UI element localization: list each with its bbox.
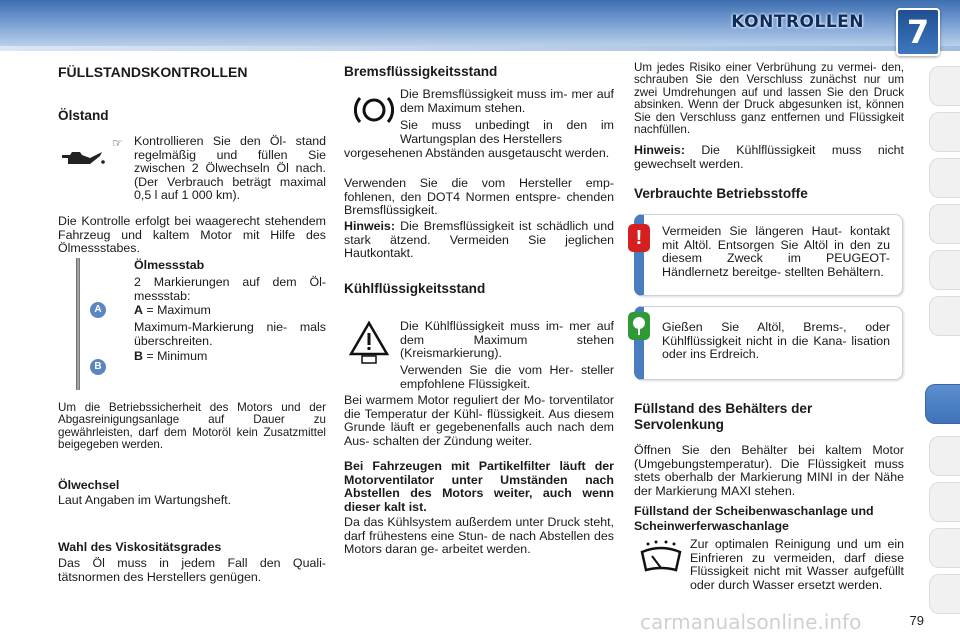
section-title: FÜLLSTANDSKONTROLLEN [58,64,248,80]
viscosity-text: Das Öl muss in jedem Fall den Quali- tätsnormen des Herstellers genügen. [58,556,326,584]
side-tab-7-active[interactable] [925,384,960,424]
brake-warning-icon [354,92,394,128]
side-tab-4[interactable] [929,204,960,244]
windscreen-washer-icon [638,540,684,574]
safety-paragraph: Um die Betriebssicherheit des Motors und der Abgasreinigungsanlage auf Dauer zu gewährleisten, darf dem Motoröl kein Zusatzmittel beigegeben werden. [58,401,326,452]
page-number: 79 [909,613,924,628]
oil-change-text: Laut Angaben im Wartungsheft. [58,493,232,507]
brake-text-2-rest: vorgesehenen Abständen ausgetauscht werden. [344,146,610,160]
power-steering-heading: Füllstand des Behälters der Servolenkung [634,401,813,432]
chapter-number-badge: 7 [896,8,940,56]
brake-note [344,220,614,261]
left-column [58,58,328,598]
oil-check-text: Kontrollieren Sie den Öl- stand regelmäßig und füllen Sie zwischen 2 Ölwechseln Öl nach. (Der Verbrauch beträgt maximal 0,5 l auf 1 000 km). [134,134,326,203]
mark-a-text: = Maximum [146,303,211,317]
brake-text-2-intro: Sie muss unbedingt in den im Wartungsplan des Herstellers [400,118,614,146]
right-column [634,58,904,598]
power-steering-text: Öffnen Sie den Behälter bei kaltem Motor (Umgebungstemperatur). Die Flüssigkeit muss stets oberhalb der Markierung MINI in der Nähe der Markierung MAXI stehen. [634,443,904,498]
side-tab-9[interactable] [929,482,960,522]
side-tab-5[interactable] [929,250,960,290]
viscosity-heading: Wahl des Viskositätsgrades [58,540,222,554]
coolant-text-2: Verwenden Sie die vom Her- steller empfohlene Flüssigkeit. [400,363,614,391]
mark-b-letter: B [134,349,143,363]
mark-a-line [134,304,326,318]
oil-change-heading: Ölwechsel [58,478,120,492]
environment-note-box [634,306,903,380]
mark-b-text: = Minimum [146,349,208,363]
oil-check-bullet: ☞ [112,136,123,150]
mark-a-letter: A [134,303,143,317]
washer-text: Zur optimalen Reinigung und um ein Einfrieren zu vermeiden, darf diese Flüssigkeit nicht mit Wasser aufgefüllt oder durch Wasser ersetzt werden. [690,537,904,592]
dipstick-marker-b: B [90,359,106,375]
coolant-note-text: Die Kühlflüssigkeit muss nicht gewechselt werden. [634,143,904,171]
chapter-side-tabs [926,66,960,611]
side-tab-11[interactable] [929,574,960,614]
header-strip [0,46,960,51]
side-tab-10[interactable] [929,528,960,568]
dipstick-heading: Ölmessstab [134,258,205,272]
coolant-note [634,144,904,171]
brake-heading: Bremsflüssigkeitsstand [344,64,498,79]
brake-text-1: Die Bremsflüssigkeit muss im- mer auf dem Maximum stehen. [400,87,614,115]
oil-check-paragraph: Die Kontrolle erfolgt bei waagerecht stehendem Fahrzeug und kaltem Motor mit Hilfe des Ölmessstabes. [58,214,326,256]
environment-note-text: Gießen Sie Altöl, Brems-, oder Kühlflüssigkeit nicht in die Kana- lisation oder ins Erdreich. [662,320,890,362]
dipstick-markings-text: 2 Markierungen auf dem Öl- messstab: [134,275,326,303]
dipstick-marker-a: A [90,302,106,318]
warning-note-text: Vermeiden Sie längeren Haut- kontakt mit Altöl. Entsorgen Sie Altöl in den zu diesem Zweck im PEUGEOT-Händlernetz bereitge- stellten Behältern. [662,224,890,279]
max-note: Maximum-Markierung nie- mals überschreiten. [134,320,326,348]
warning-note-box [634,214,903,296]
chapter-title: KONTROLLEN [731,12,864,32]
side-tab-2[interactable] [929,112,960,152]
side-tab-1[interactable] [929,66,960,106]
coolant-text-4: Da das Kühlsystem außerdem unter Druck steht, darf frühestens eine Stun- de nach Abstellen des Motors daran ge- arbeitet werden. [344,515,614,557]
warning-exclamation-icon: ! [628,224,650,252]
middle-column [344,58,616,598]
oil-level-heading: Ölstand [58,108,109,123]
coolant-heading: Kühlflüssigkeitsstand [344,281,486,296]
watermark-text: carmanualsonline.info [640,610,862,634]
coolant-note-label: Hinweis: [634,143,685,157]
mark-b-line [134,350,326,364]
side-tab-6[interactable] [929,296,960,336]
washer-heading: Füllstand der Scheibenwaschanlage und Scheinwerferwaschanlage [634,504,874,533]
coolant-warning-triangle-icon [348,320,390,364]
brake-note-label: Hinweis: [344,219,395,233]
oil-can-icon [60,146,106,168]
dipstick-image [76,258,80,390]
scald-warning-text: Um jedes Risiko einer Verbrühung zu vermei- den, schrauben Sie den Verschluss zunächst nur um zwei Umdrehungen auf und lassen Sie den Druck absinken. Wenn der Druck abgesunken ist, können Sie den Verschluss ganz entfernen und Flüssigkeit nachfüllen. [634,61,904,137]
coolant-text-1: Die Kühlflüssigkeit muss im- mer auf dem Maximum stehen (Kreismarkierung). [400,319,614,361]
used-fluids-heading: Verbrauchte Betriebsstoffe [634,186,808,201]
side-tab-3[interactable] [929,158,960,198]
particle-filter-note: Bei Fahrzeugen mit Partikelfilter läuft der Motorventilator unter Umständen nach Abstellen des Motors weiter, auch wenn dieser kalt ist. [344,459,614,514]
coolant-text-3: Bei warmem Motor reguliert der Mo- torventilator die Temperatur der Kühl- flüssigkeit. Aus diesem Grunde läuft er gegebenenfalls auch nach dem Aus- schalten der Zündung weiter. [344,393,614,448]
brake-note-text: Die Bremsflüssigkeit ist schädlich und stark ätzend. Vermeiden Sie jeglichen Hautkontakt. [344,219,614,261]
side-tab-8[interactable] [929,436,960,476]
brake-text-3: Verwenden Sie die vom Hersteller emp- fohlenen, den DOT4 Normen entspre- chenden Bremsflüssigkeit. [344,176,614,218]
tree-environment-icon [628,312,650,340]
